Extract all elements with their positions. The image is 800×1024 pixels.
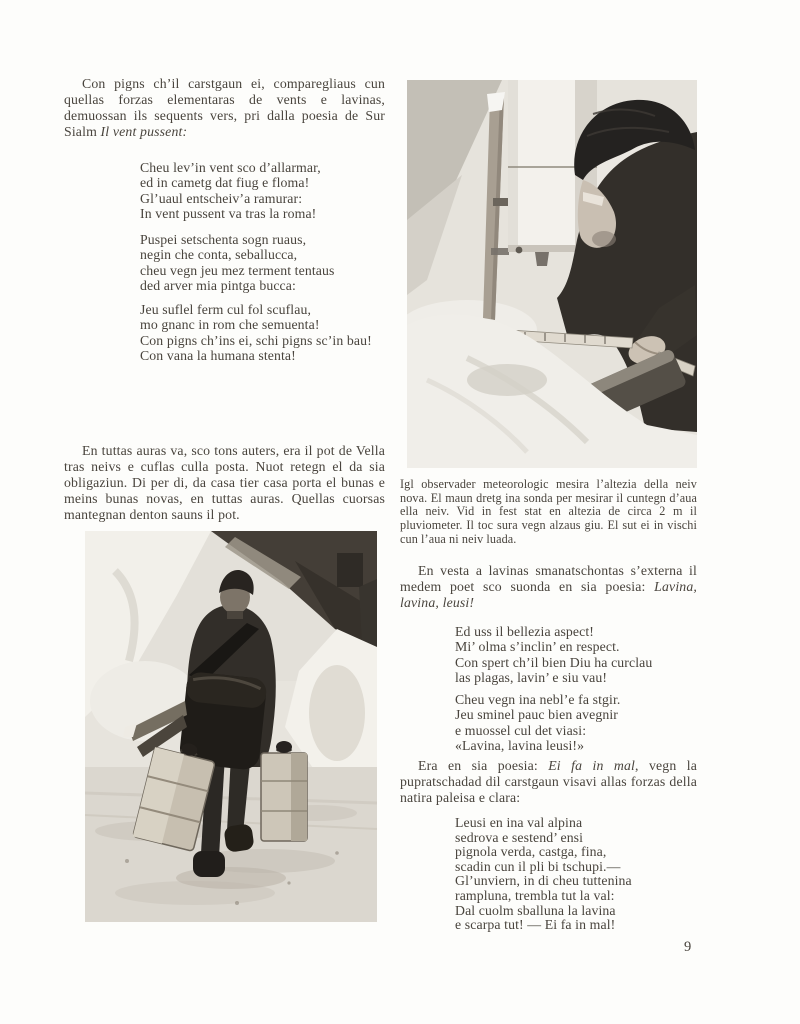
postman-paragraph: En tuttas auras va, sco tons auters, era il pot de Vella tras neivs e cuflas culla posta. Nuot retegn el da sia obligaziun. Di per di, da casa tier casa porta el bunas e meins bunas novas, en tuttas auras. Quellas cuorsas mantegnan denton sauns il pot. bbox=[64, 443, 385, 522]
verse-line: Jeu sminel pauc bien avegnir bbox=[455, 707, 618, 723]
verse-line: rampluna, trembla tut la val: bbox=[455, 887, 615, 903]
verse-line: Dal cuolm sballuna la lavina bbox=[455, 902, 616, 918]
verse-line: Cheu lev’in vent sco d’allarmar, bbox=[140, 160, 321, 175]
lavina-paragraph-text: En vesta a lavinas smanatschontas s’externa il medem poet sco suonda en sia poesia: bbox=[400, 563, 697, 594]
mal-paragraph-text: Era en sia poesia: bbox=[418, 758, 549, 773]
verse-line: Con pigns ch’ins ei, schi pigns sc’in bau! bbox=[140, 332, 372, 348]
verse-line: ded arver mia pintga bucca: bbox=[140, 278, 296, 294]
verse-line: Puspei setschenta sogn ruaus, bbox=[140, 232, 307, 247]
verse-line: cheu vegn jeu mez terment tentaus bbox=[140, 262, 335, 278]
verse-line: Leusi en ina val alpina bbox=[455, 815, 583, 830]
verse-stanza-wind-2 bbox=[140, 232, 385, 294]
verse-line: Mi’ olma s’inclin’ en respect. bbox=[455, 639, 620, 655]
mal-paragraph-text-after: , vegn la pupratschadad dil carstgaun visavi allas forzas della natira paleisa e clara: bbox=[400, 758, 697, 805]
photo-snow-measurement bbox=[407, 80, 697, 468]
suitcase-right-shape bbox=[261, 741, 307, 841]
verse-line: scadin cun il pli bi tschupi.— bbox=[455, 858, 621, 874]
verse-line: Jeu suflel ferm cul fol scuflau, bbox=[140, 302, 312, 317]
verse-line: las plagas, lavin’ e siu vau! bbox=[455, 670, 608, 686]
verse-line: Con spert ch’il bien Diu ha curclau bbox=[455, 654, 653, 670]
mal-paragraph bbox=[400, 758, 697, 806]
poem-title-il-vent-pussent: Il vent pussent: bbox=[100, 124, 188, 139]
intro-paragraph-text: Con pigns ch’il carstgaun ei, comparegliaus cun quellas forzas elementaras de vents e lavinas, demuossan ils sequents vers, pri dalla poesia de Sur Sialm bbox=[64, 76, 385, 139]
verse-line: mo gnanc in rom che semuenta! bbox=[140, 317, 320, 333]
verse-line: In vent pussent va tras la roma! bbox=[140, 206, 317, 222]
lavina-paragraph bbox=[400, 563, 697, 611]
verse-line: Cheu vegn ina nebl’e fa stgir. bbox=[455, 692, 621, 707]
verse-line: Gl’uaul entscheiv’a ramurar: bbox=[140, 190, 303, 206]
verse-line: «Lavina, lavina leusi!» bbox=[455, 738, 585, 754]
poem-title-lavina: Lavina, lavina, leusi! bbox=[400, 579, 697, 610]
photo-postman bbox=[85, 531, 377, 922]
verse-line: negin che conta, seballucca, bbox=[140, 247, 298, 263]
verse-stanza-lavina-3 bbox=[455, 816, 697, 933]
verse-stanza-lavina-2 bbox=[455, 692, 697, 754]
photo-postman-art bbox=[85, 531, 377, 922]
verse-stanza-lavina-1 bbox=[455, 624, 697, 686]
verse-line: sedrova e sestend’ ensi bbox=[455, 829, 584, 845]
verse-line: Gl’unviern, in di cheu tuttenina bbox=[455, 873, 632, 889]
photo-snow-measurement-art bbox=[407, 80, 697, 468]
photo-caption: Igl observader meteorologic mesira l’altezia della neiv nova. El maun dretg ina sonda per mesirar il cuntegn d’aua ella neiv. Vid in fest stat en altezia de circa 2 m il pluviometer. Il toc sura vegn alzaus giu. El sut ei in vischi cun l’aua ni neiv luada. bbox=[400, 477, 697, 546]
verse-line: Con vana la humana stenta! bbox=[140, 348, 296, 364]
verse-line: ed in cametg dat fiug e floma! bbox=[140, 175, 310, 191]
verse-line: e muossel cul det viasi: bbox=[455, 722, 587, 738]
verse-line: e scarpa tut! — Ei fa in mal! bbox=[455, 917, 616, 933]
verse-line: pignola verda, castga, fina, bbox=[455, 844, 607, 860]
verse-stanza-wind-3 bbox=[140, 302, 385, 364]
page-number: 9 bbox=[684, 939, 692, 955]
intro-paragraph bbox=[64, 76, 385, 140]
verse-line: Ed uss il bellezia aspect! bbox=[455, 624, 594, 639]
poem-title-ei-fa-in-mal: Ei fa in mal bbox=[548, 758, 636, 773]
verse-stanza-wind-1 bbox=[140, 160, 385, 222]
